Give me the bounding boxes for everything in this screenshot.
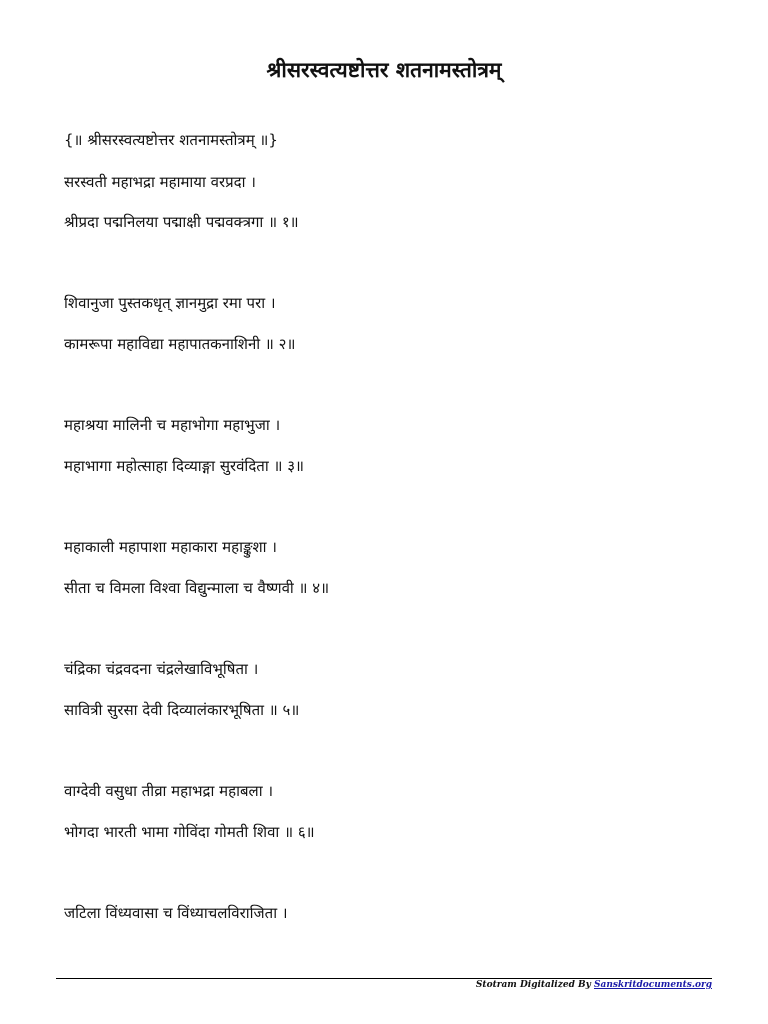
verse-line: महाश्रया मालिनी च महाभोगा महाभुजा । [64, 416, 281, 434]
verse-line: भोगदा भारती भामा गोविंदा गोमती शिवा ॥ ६॥ [64, 823, 315, 841]
verse-line: सीता च विमला विश्वा विद्युन्माला च वैष्णवी ॥ ४॥ [64, 579, 330, 597]
footer-divider [56, 978, 712, 979]
footer-prefix: Stotram Digitalized By [475, 980, 591, 990]
verse-line: जटिला विंध्यवासा च विंध्याचलविराजिता । [64, 904, 288, 922]
heading-line: {॥ श्रीसरस्वत्यष्टोत्तर शतनामस्तोत्रम् ॥} [64, 131, 278, 149]
verse-line: चंद्रिका चंद्रवदना चंद्रलेखाविभूषिता । [64, 660, 259, 678]
verse-line: महाकाली महापाशा महाकारा महाङ्कुशा । [64, 538, 277, 556]
footer-link[interactable]: Sanskritdocuments.org [593, 980, 712, 990]
verse-line: सावित्री सुरसा देवी दिव्यालंकारभूषिता ॥ ५॥ [64, 701, 300, 719]
page-title: श्रीसरस्वत्यष्टोत्तर शतनामस्तोत्रम् [266, 58, 502, 82]
verse-line: शिवानुजा पुस्तकधृत् ज्ञानमुद्रा रमा परा । [64, 294, 276, 312]
verse-line: कामरूपा महाविद्या महापातकनाशिनी ॥ २॥ [64, 335, 296, 353]
verse-line: महाभागा महोत्साहा दिव्याङ्गा सुरवंदिता ॥ ३॥ [64, 457, 305, 475]
verse-line: वाग्देवी वसुधा तीव्रा महाभद्रा महाबला । [64, 782, 274, 800]
verse-line: सरस्वती महाभद्रा महामाया वरप्रदा । [64, 173, 256, 191]
footer-credit [476, 980, 712, 990]
verse-line: श्रीप्रदा पद्मनिलया पद्माक्षी पद्मवक्त्रगा ॥ १॥ [64, 213, 299, 231]
